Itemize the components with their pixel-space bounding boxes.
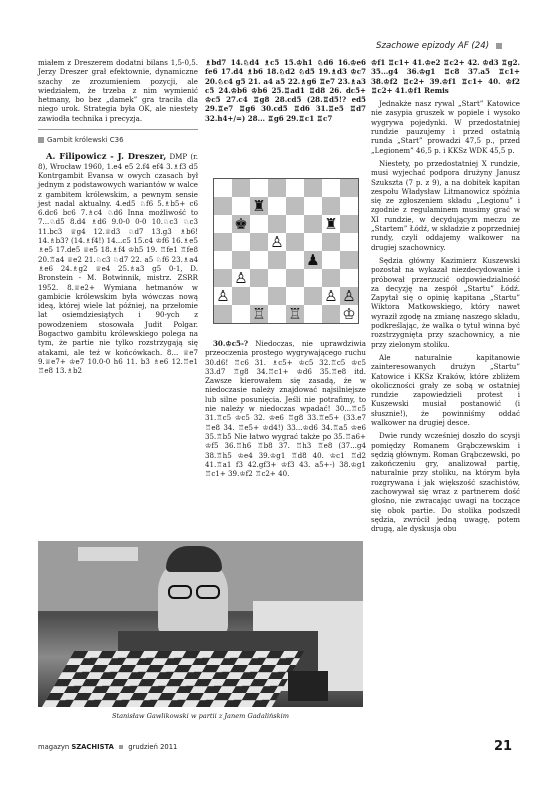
chess-piece: ♙ [342, 287, 356, 305]
section-label: Gambit królewski C36 [38, 136, 198, 145]
photo-glasses-left [168, 585, 192, 599]
col3-top-text: ♔f1 ♖c1+ 41.♔e2 ♖c2+ 42. ♔d3 ♖g2. 35...g4 36.♔g1 ♖c8 37.a5 ♖c1+ 38.♔f2 ♖c2+ 39.♔f1 ♖c1+ 40. ♔f2 ♖c2+ 41.♔f1 Remis [371, 58, 520, 95]
board-square [286, 287, 304, 305]
chess-diagram [213, 178, 359, 324]
board-square [304, 269, 322, 287]
board-square [322, 269, 340, 287]
board-square [232, 269, 250, 287]
running-header: Szachowe epizody AF (24) [376, 41, 505, 51]
chess-piece: ♙ [216, 287, 230, 305]
header-square-icon [496, 43, 502, 49]
board-square [322, 251, 340, 269]
paragraph-2: Niestety, po przedostatniej X rundzie, musi wyjechać podpora drużyny Janusz Szukszta (7 p. z 9), a na dobitek kapitan zespołu Władysław Litmanowicz spóźnia się ze zgłoszeniem składu „Legionu” i zgodnie z regulaminem musimy grać w XI rundzie, w decydującym meczu ze „Startem” Łódź, w składzie z poprzedniej rundy, czyli oddajemy walkower na drugiej szachownicy. [371, 158, 520, 252]
board-square [304, 179, 322, 197]
annotated-move: 30.♔c5-? [213, 339, 249, 348]
board-square [286, 233, 304, 251]
board-square [268, 179, 286, 197]
board-square [322, 215, 340, 233]
chess-piece: ♟ [306, 251, 320, 269]
column-1 [38, 58, 198, 380]
board-square [214, 251, 232, 269]
board-square [232, 179, 250, 197]
board-square [340, 287, 358, 305]
footer: magazyn SZACHISTA grudzień 2011 [38, 743, 178, 751]
board-square [268, 269, 286, 287]
game-title: A. Filipowicz - J. Dreszer, [46, 151, 167, 162]
board-square [214, 269, 232, 287]
paragraph-4: Ale naturalnie kapitanowie zainteresowanych drużyn „Startu” Katowice i KKSz Kraków, które zbliżem okoliczności grały ze sobą w ostatniej rundzie zapowiedzieli protest i Kuszewski musiał postanowić (i słusznie!), że powinniśmy oddać walkower na drugiej desce. [371, 352, 520, 427]
board-square [268, 233, 286, 251]
board-square [250, 269, 268, 287]
board-square [322, 287, 340, 305]
board-square [214, 287, 232, 305]
board-square [250, 233, 268, 251]
board-square [268, 305, 286, 323]
board-square [286, 269, 304, 287]
board-square [214, 305, 232, 323]
board-square [286, 197, 304, 215]
photo-chessboard [42, 651, 304, 707]
board-square [250, 179, 268, 197]
board-square [214, 215, 232, 233]
chess-piece: ♙ [324, 287, 338, 305]
board-square [304, 287, 322, 305]
column-3 [371, 58, 520, 538]
board-square [268, 251, 286, 269]
board-square [304, 233, 322, 251]
board-square [232, 233, 250, 251]
board-square [250, 251, 268, 269]
board-square [304, 251, 322, 269]
section-divider [38, 129, 198, 130]
board-square [340, 233, 358, 251]
board-square [286, 179, 304, 197]
board-square [340, 251, 358, 269]
board-square [214, 233, 232, 251]
board-square [250, 197, 268, 215]
chess-piece: ♙ [234, 269, 248, 287]
paragraph-3: Sędzia główny Kazimierz Kuszewski pozostał na wykazał niezdecydowanie i próbował przerzucić odpowiedzialność za decyzję na zespół „Startu” Łódź. Zapytał się o opinię kapitana „Startu” Wiktora Matkowskiego, który nawet wyraził zgodę na zmianę naszego składu, podkreślając, że walka o tytuł winna być rozstrzygnięta przy szachownicy, a nie przy zielonym stoliku. [371, 255, 520, 349]
column-2-annotation [205, 339, 366, 482]
board-square [232, 251, 250, 269]
board-square [322, 179, 340, 197]
board-square [250, 215, 268, 233]
board-square [340, 179, 358, 197]
board-square [214, 197, 232, 215]
chess-piece: ♖ [288, 305, 302, 323]
board-square [322, 233, 340, 251]
page-number: 21 [494, 739, 513, 754]
paragraph-5: Dwie rundy wcześniej doszło do scysji pomiędzy Romanem Grąbczewskim i sędzią głównym. Roman Grąbczewski, po zakończeniu gry, analizował partię, naturalnie przy stoliku, na którym była rozgrywana i jak większość szachistów, zachowywał się wraz z partnerem dość głośno, nie zwracając uwagi na toczące się obok partie. Do stolika podszedł sędzia, zwrócił jedną uwagę, potem drugą, ale dyskusja obu [371, 431, 520, 534]
paragraph-1: Jednakże nasz rywal „Start” Katowice nie zasypia gruszek w popiele i wysoko wygrywa pojedynki. W przedostatniej rundzie pauzujemy i przed ostatnią runda „Start” prowadzi 47,5 p., przed „Legionem” 46,5 p. i KKSz WDK 45,5 p. [371, 99, 520, 155]
game-body: DMP (r. 8), Wrocław 1960, 1.e4 e5 2.f4 ef4 3.♗f3 d5 Kontrgambit Evansa w owych czasach był jednym z podstawowych wariantów w walce z gambitem królewskim, a pewnym sensie jest nadal aktualny. 4.ed5 ♘f6 5.♗b5+ c6 6.dc6 bc6 7.♗c4 ♘d6 Inna możliwość to 7...♘d5 8.d4 ♗d6 9.0-0 0-0 10.♘c3 ♘c3 11.bc3 ♕g4 12.♕d3 ♘d7 13.g3 ♗b6! 14.♗b3? (14.♗f4!) 14...c5 15.c4 ♔f6 16.♗e5 ♗e5 17.de5 ♕e5 18.♗f4 ♔h5 19. ♖fe1 ♖fe8 20.♖a4 ♕e2 21.♘c3 ♘d7 22. a5 ♘f6 23.♗a4 ♗e6 24.♗g2 ♕e4 25.♗a3 g5 0-1, D. Bronstein - M. Botwinnik, mistrz. ZSRR 1952. 8.♕e2+ Wymiana hetmanów w gambicie królewskim była wówczas nową ideą, której wiele lat później, na przełomie lat osiemdziesiątych i 90-ych z powodzeniem stosowała Judit Polgar. Bogactwo gambitu królewskiego polega na tym, że partie nie tylko rozstrzygają się atakami, ale też w końcówkach. 8... ♕e7 9.♕e7+ ♔e7 10.0-0 h6 11. b3 ♗e6 12.♖e1 ♖e8 13.♗b2 [38, 152, 198, 376]
chess-piece: ♖ [252, 305, 266, 323]
section-square-icon [38, 137, 44, 143]
annotation-text: Niedoczas, nie uprawdziwia przeoczenia prostego wygrywającego ruchu 30.d6! ♖c6 31. ♗c5+ ♔c5 32.♖c5 ♔c5 33.d7 ♖g8 34.♖c1+ ♔d6 35.♖e8 itd. Zawsze kierowałem się zasadą, że w niedoczasie należy znajdować najsilniejsze lub silne posunięcia. Jeśli nie potrafimy, to nie należy w niedoczas wpadać! 30...♖c5 31.♖c5 ♔c5 32. ♔e6 ♖g8 33.♖e5+ (33.e7 ♖e8 34. ♖e5+ ♔d4!) 33...♔d6 34.♖a5 ♔e6 35.♖b5 Nie łatwo wygrać także po 35.♖a6+ ♔f5 36.♖h6 ♖b8 37. ♖h3 ♖e8 (37...g4 38.♖h5 ♔e4 39.♔g1 ♖d8 40. ♔c1 ♖d2 41.♖a1 f3 42.gf3+ ♔f3 43. a5+-) 38.♔g1 ♖c1+ 39.♔f2 ♖c2+ 40. [205, 339, 366, 479]
board-square [232, 215, 250, 233]
board-square [340, 305, 358, 323]
chess-piece: ♔ [342, 305, 356, 323]
board-square [340, 215, 358, 233]
board-square [304, 197, 322, 215]
board-square [340, 269, 358, 287]
board-square [214, 179, 232, 197]
photo-caption: Stanisław Gawlikowski w partii z Janem Gadalińskim [111, 712, 290, 720]
chess-piece: ♜ [324, 215, 338, 233]
chess-piece: ♚ [234, 215, 248, 233]
board-square [286, 305, 304, 323]
board-square [322, 197, 340, 215]
photo-sign [78, 547, 138, 561]
chess-piece: ♙ [270, 233, 284, 251]
board-square [250, 287, 268, 305]
board-square [268, 287, 286, 305]
board-square [322, 305, 340, 323]
col1-top-text: miałem z Dreszerem dodatni bilans 1,5-0,5. Jerzy Dreszer grał efektownie, dynamiczne szachy ze zrozumieniem pozycji, ale wiedziałem, że trzeba z nim wymienić hetmany, bo bez „damek” gra traciła dla niego urok. Strategia była OK, ale niestety zawiodła technika i precyzja. [38, 58, 198, 123]
board-square [250, 305, 268, 323]
board-square [268, 215, 286, 233]
col2-top-text: ♗bd7 14.♘d4 ♗c5 15.♔h1 ♘d6 16.♔e6 fe6 17.d4 ♗b6 18.♘d2 ♘d5 19.♗d3 ♔c7 20.♘c4 g5 21. a4 a5 22.♗g6 ♖e7 23.♗a3 c5 24.♔b6 ♔b6 25.♖ad1 ♖d8 26. dc5+ ♔c5 27.c4 ♖g8 28.cd5 (28.♖d5!? ed5 29.♖e7 ♖g6 30.cd5 ♖d6 31.♖e5 ♖d7 32.h4+/=) 28... ♖g6 29.♖c1 ♖c7 [205, 58, 366, 123]
column-2 [205, 58, 366, 127]
board-square [268, 197, 286, 215]
chess-piece: ♜ [252, 197, 266, 215]
board-square [232, 197, 250, 215]
board-square [304, 305, 322, 323]
board-square [286, 251, 304, 269]
board-square [286, 215, 304, 233]
photo [38, 541, 363, 707]
board-square [304, 215, 322, 233]
board-square [340, 197, 358, 215]
photo-clock [288, 671, 328, 701]
photo-glasses-right [196, 585, 220, 599]
footer-bullet-icon [119, 745, 123, 749]
photo-hair [166, 546, 222, 572]
board-square [232, 305, 250, 323]
board-square [232, 287, 250, 305]
